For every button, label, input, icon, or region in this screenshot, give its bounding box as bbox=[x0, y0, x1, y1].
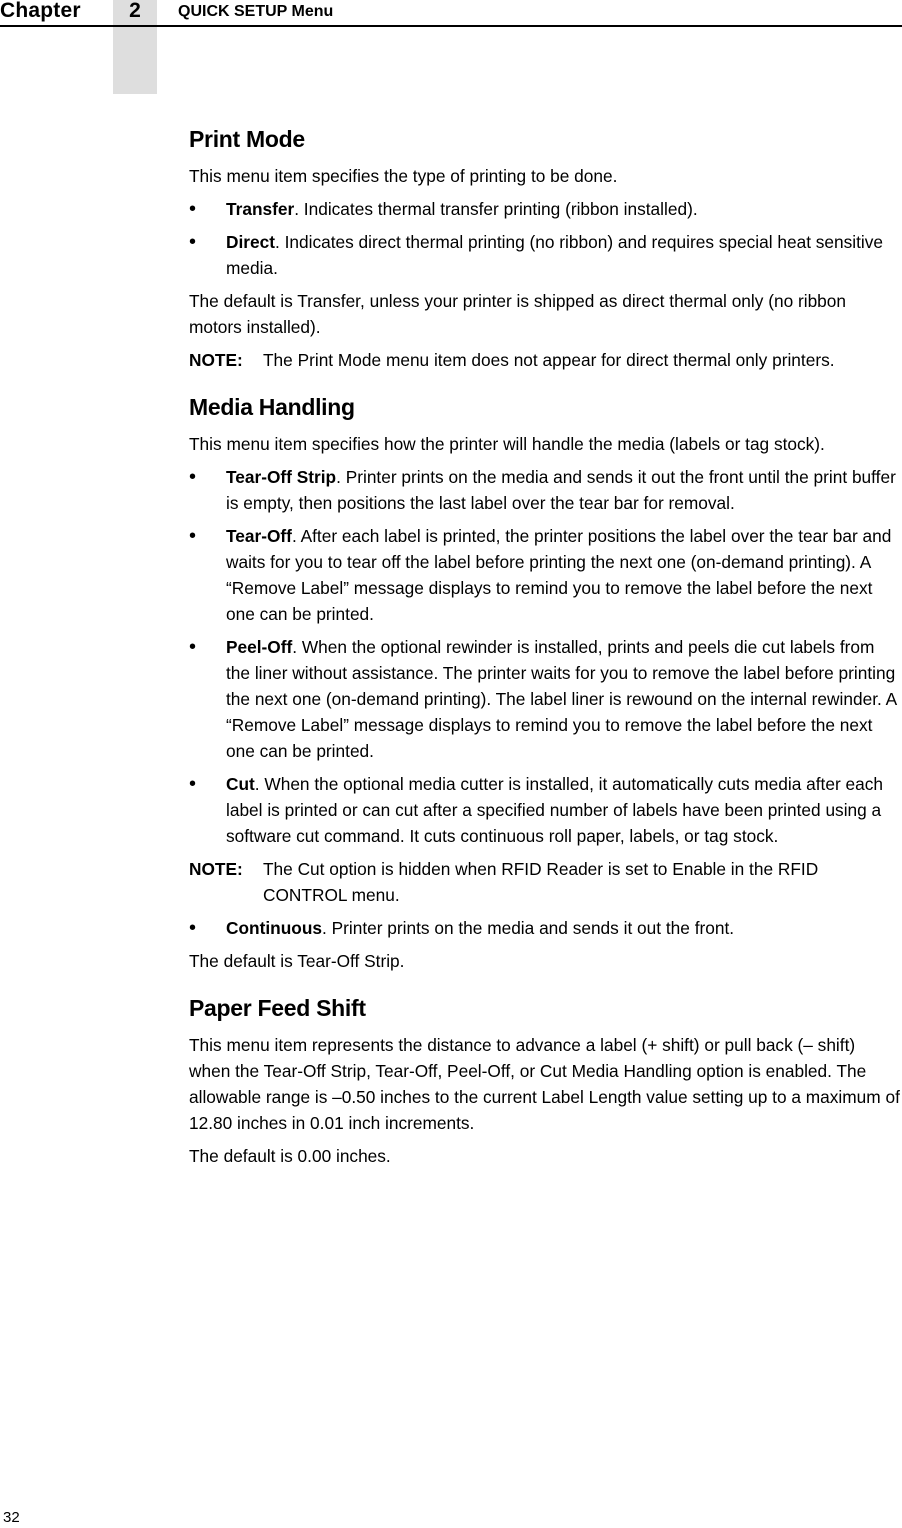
header-rule bbox=[0, 25, 902, 27]
note-text: The Print Mode menu item does not appear for direct thermal only printers. bbox=[263, 350, 835, 370]
page-header bbox=[0, 0, 902, 94]
heading-media-handling: Media Handling bbox=[189, 394, 355, 420]
paper-feed-shift-intro: This menu item represents the distance to advance a label (+ shift) or pull back (– shift) when the Tear-Off Strip, Tear-Off, Peel-Off, or Cut Media Handling option is enabled. The allowable range is –0.50 inches to the current Label Length value setting up to a maximum of 12.80 inches in 0.01 inch increments. bbox=[189, 1035, 900, 1133]
print-mode-default: The default is Transfer, unless your printer is shipped as direct thermal only (no ribbon motors installed). bbox=[189, 291, 847, 337]
bullet-text: . Printer prints on the media and sends it out the front until the print buffer is empty, then positions the last label over the tear bar for removal. bbox=[226, 467, 896, 513]
bullet-icon: • bbox=[189, 917, 197, 939]
bullet-term: Continuous bbox=[226, 918, 322, 938]
bullet-icon: • bbox=[189, 773, 197, 795]
bullet-term: Transfer bbox=[226, 199, 295, 219]
chapter-label: Chapter bbox=[0, 0, 81, 22]
note-text: The Cut option is hidden when RFID Reader is set to Enable in the RFID CONTROL menu. bbox=[263, 859, 819, 905]
note-label: NOTE: bbox=[189, 859, 243, 879]
section-title: QUICK SETUP Menu bbox=[178, 3, 334, 20]
chapter-tab bbox=[113, 0, 157, 94]
page-content bbox=[189, 123, 901, 1176]
bullet-text: . After each label is printed, the printer positions the label over the tear bar and waits for you to tear off the label before printing the next one (on-demand printing). A “Remove Label” message displays to remind you to remove the label before the next one can be printed. bbox=[226, 526, 892, 624]
bullet-term: Tear-Off bbox=[226, 526, 292, 546]
bullet-item bbox=[189, 915, 901, 941]
bullet-term: Tear-Off Strip bbox=[226, 467, 337, 487]
bullet-item bbox=[189, 229, 901, 281]
bullet-icon: • bbox=[189, 198, 197, 220]
bullet-item bbox=[189, 196, 901, 222]
bullet-term: Peel-Off bbox=[226, 637, 293, 657]
bullet-icon: • bbox=[189, 466, 197, 488]
bullet-item bbox=[189, 464, 901, 516]
heading-paper-feed-shift: Paper Feed Shift bbox=[189, 995, 366, 1021]
bullet-item bbox=[189, 523, 901, 627]
note bbox=[189, 347, 901, 373]
media-handling-default: The default is Tear-Off Strip. bbox=[189, 951, 405, 971]
bullet-item bbox=[189, 771, 901, 849]
bullet-term: Direct bbox=[226, 232, 275, 252]
bullet-text: . Indicates direct thermal printing (no ribbon) and requires special heat sensitive media. bbox=[226, 232, 884, 278]
bullet-icon: • bbox=[189, 231, 197, 253]
bullet-text: . When the optional media cutter is installed, it automatically cuts media after each label is printed or can cut after a specified number of labels have been printed using a software cut command. It cuts continuous roll paper, labels, or tag stock. bbox=[226, 774, 883, 846]
bullet-text: . Printer prints on the media and sends it out the front. bbox=[321, 918, 735, 938]
note bbox=[189, 856, 901, 908]
bullet-text: . When the optional rewinder is installed, prints and peels die cut labels from the liner without assistance. The printer waits for you to remove the label before printing the next one (on-demand printing). The label liner is rewound on the internal rewinder. A “Remove Label” message displays to remind you to remove the label before the next one can be printed. bbox=[226, 637, 897, 761]
print-mode-intro: This menu item specifies the type of printing to be done. bbox=[189, 166, 618, 186]
media-handling-intro: This menu item specifies how the printer will handle the media (labels or tag stock). bbox=[189, 434, 825, 454]
bullet-icon: • bbox=[189, 525, 197, 547]
bullet-icon: • bbox=[189, 636, 197, 658]
note-label: NOTE: bbox=[189, 350, 243, 370]
bullet-item bbox=[189, 634, 901, 764]
bullet-term: Cut bbox=[226, 774, 255, 794]
heading-print-mode: Print Mode bbox=[189, 126, 305, 152]
paper-feed-shift-default: The default is 0.00 inches. bbox=[189, 1146, 391, 1166]
chapter-number: 2 bbox=[129, 0, 141, 22]
bullet-text: . Indicates thermal transfer printing (ribbon installed). bbox=[294, 199, 698, 219]
page-number: 32 bbox=[3, 1509, 20, 1526]
